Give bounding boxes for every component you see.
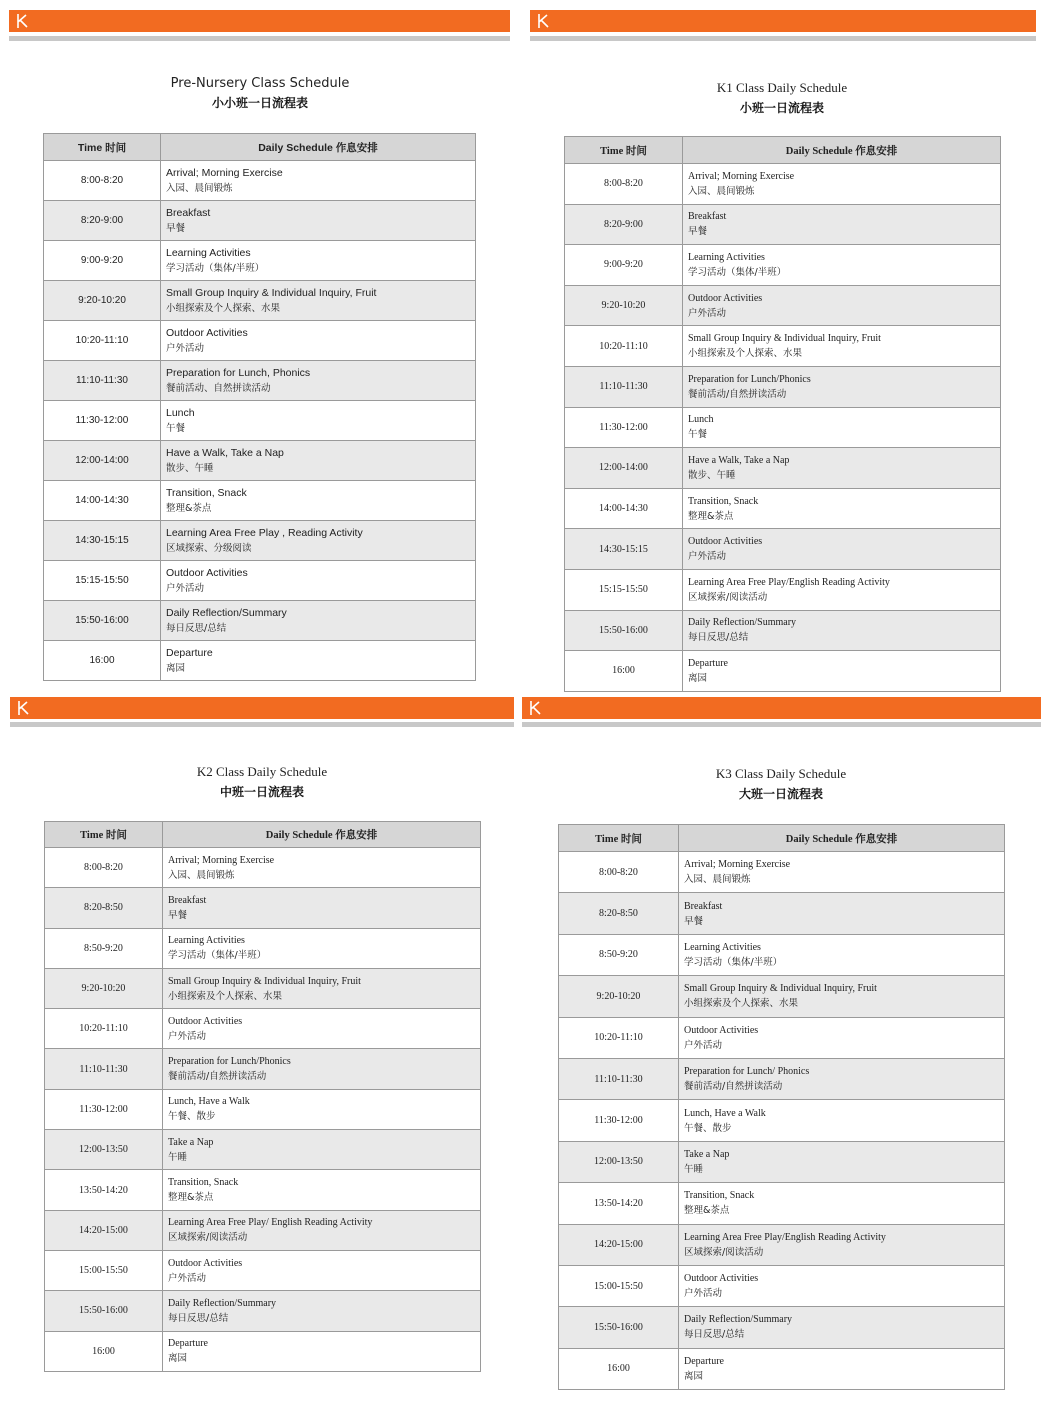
schedule-table <box>558 824 1005 1390</box>
time-cell: 11:30-12:00 <box>565 407 683 448</box>
activity-en: Departure <box>688 657 728 669</box>
time-cell: 15:50-16:00 <box>559 1307 679 1348</box>
activity-cn: 学习活动（集体/半班） <box>166 262 265 274</box>
time-cell: 12:00-14:00 <box>44 441 161 481</box>
table-row <box>565 407 1001 448</box>
activity-en: Departure <box>166 646 213 659</box>
activity-cn: 学习活动（集体/半班） <box>684 956 783 968</box>
time-cell: 14:00-14:30 <box>44 481 161 521</box>
activity-en: Daily Reflection/Summary <box>166 606 287 619</box>
time-cell: 11:10-11:30 <box>45 1049 163 1089</box>
time-cell: 8:00-8:20 <box>45 848 163 888</box>
activity-en: Have a Walk, Take a Nap <box>166 446 284 459</box>
table-row <box>44 241 476 281</box>
table-row <box>44 401 476 441</box>
activity-cn: 户外活动 <box>688 307 727 319</box>
table-row <box>45 968 481 1008</box>
time-cell: 8:20-9:00 <box>44 201 161 241</box>
activity-cell <box>161 561 476 601</box>
activity-cell <box>161 281 476 321</box>
activity-en: Daily Reflection/Summary <box>168 1297 277 1309</box>
activity-cn: 整理&茶点 <box>168 1192 214 1204</box>
activity-cn: 入园、晨间锻炼 <box>166 182 233 194</box>
activity-en: Preparation for Lunch, Phonics <box>166 366 311 379</box>
table-row <box>565 488 1001 529</box>
activity-cell <box>679 1224 1005 1265</box>
activity-en: Outdoor Activities <box>688 292 763 304</box>
time-cell: 14:20-15:00 <box>45 1210 163 1250</box>
activity-cell <box>683 245 1001 286</box>
table-row <box>559 1307 1005 1348</box>
time-cell: 8:50-9:20 <box>559 934 679 975</box>
activity-cell <box>163 928 481 968</box>
activity-cn: 午睡 <box>168 1151 188 1163</box>
activity-cell <box>161 601 476 641</box>
time-cell: 9:00-9:20 <box>44 241 161 281</box>
time-cell: 15:00-15:50 <box>559 1265 679 1306</box>
activity-en: Preparation for Lunch/ Phonics <box>684 1066 810 1078</box>
panel-title-cn: 小小班一日流程表 <box>211 96 308 110</box>
table-row <box>45 848 481 888</box>
header-time: Time 时间 <box>45 822 163 848</box>
schedule-panel-k2 <box>0 700 520 1408</box>
table-row <box>45 1291 481 1331</box>
header-time: Time 时间 <box>565 137 683 164</box>
panel-titles <box>0 76 520 111</box>
panel-title-cn: 中班一日流程表 <box>219 785 304 799</box>
header-time: Time 时间 <box>559 825 679 852</box>
activity-cell <box>161 361 476 401</box>
table-row <box>44 561 476 601</box>
activity-cell <box>679 1307 1005 1348</box>
activity-en: Outdoor Activities <box>684 1273 759 1285</box>
activity-en: Transition, Snack <box>166 486 247 499</box>
time-cell: 15:15-15:50 <box>565 569 683 610</box>
activity-cn: 区域探索/阅读活动 <box>684 1246 764 1258</box>
activity-cn: 早餐 <box>168 909 188 921</box>
time-cell: 13:50-14:20 <box>559 1183 679 1224</box>
activity-cn: 区域探索、分级阅读 <box>166 542 252 554</box>
table-row <box>559 934 1005 975</box>
activity-cn: 区域探索/阅读活动 <box>168 1232 248 1244</box>
activity-en: Lunch, Have a Walk <box>168 1096 250 1108</box>
activity-cell <box>679 852 1005 893</box>
activity-en: Have a Walk, Take a Nap <box>688 454 790 466</box>
time-cell: 10:20-11:10 <box>45 1009 163 1049</box>
activity-cn: 整理&茶点 <box>166 502 212 514</box>
time-cell: 9:20-10:20 <box>44 281 161 321</box>
table-row <box>559 852 1005 893</box>
table-row <box>45 888 481 928</box>
table-row <box>45 1130 481 1170</box>
table-row <box>565 366 1001 407</box>
activity-en: Transition, Snack <box>684 1190 755 1202</box>
table-row <box>565 529 1001 570</box>
table-row <box>565 651 1001 692</box>
activity-cell <box>683 204 1001 245</box>
activity-cn: 午睡 <box>684 1163 704 1175</box>
time-cell: 16:00 <box>559 1348 679 1389</box>
activity-cell <box>679 1183 1005 1224</box>
activity-en: Learning Area Free Play/English Reading Activity <box>688 576 890 588</box>
time-cell: 14:30-15:15 <box>44 521 161 561</box>
schedule-table <box>564 136 1001 692</box>
activity-cell <box>161 161 476 201</box>
activity-cn: 餐前活动、自然拼读活动 <box>166 382 271 394</box>
table-row <box>44 281 476 321</box>
activity-en: Small Group Inquiry & Individual Inquiry, Fruit <box>168 975 361 987</box>
activity-cell <box>683 488 1001 529</box>
table-row <box>45 1009 481 1049</box>
activity-cell <box>679 1017 1005 1058</box>
activity-cn: 离园 <box>166 662 186 674</box>
activity-en: Breakfast <box>688 211 727 223</box>
activity-en: Small Group Inquiry & Individual Inquiry, Fruit <box>688 333 881 345</box>
activity-cell <box>679 1141 1005 1182</box>
activity-en: Lunch <box>688 414 714 426</box>
activity-cn: 午餐、散步 <box>684 1122 732 1134</box>
activity-cell <box>163 1170 481 1210</box>
time-cell: 10:20-11:10 <box>559 1017 679 1058</box>
schedule-panel-k3 <box>520 700 1049 1408</box>
table-row <box>565 326 1001 367</box>
time-cell: 8:20-9:00 <box>565 204 683 245</box>
activity-cell <box>679 1100 1005 1141</box>
table-row <box>44 201 476 241</box>
table-row <box>559 1224 1005 1265</box>
time-cell: 11:10-11:30 <box>559 1058 679 1099</box>
activity-cell <box>683 610 1001 651</box>
table-row <box>565 448 1001 489</box>
table-row <box>44 361 476 401</box>
table-row <box>44 161 476 201</box>
activity-cell <box>163 1331 481 1371</box>
activity-en: Daily Reflection/Summary <box>684 1314 793 1326</box>
table-row <box>565 164 1001 205</box>
panel-titles <box>525 80 1039 116</box>
activity-cn: 户外活动 <box>166 342 205 354</box>
activity-cn: 离园 <box>684 1370 704 1382</box>
time-cell: 11:10-11:30 <box>565 366 683 407</box>
activity-en: Outdoor Activities <box>684 1024 759 1036</box>
activity-cn: 每日反思/总结 <box>684 1329 745 1341</box>
time-cell: 11:10-11:30 <box>44 361 161 401</box>
activity-cell <box>683 366 1001 407</box>
activity-cn: 早餐 <box>684 915 704 927</box>
time-cell: 8:00-8:20 <box>559 852 679 893</box>
activity-cell <box>163 1130 481 1170</box>
panel-titles <box>520 766 1042 802</box>
activity-cell <box>161 641 476 681</box>
activity-cn: 户外活动 <box>684 1288 723 1300</box>
activity-cn: 学习活动（集体/半班） <box>168 950 267 962</box>
table-row <box>45 1250 481 1290</box>
activity-cn: 每日反思/总结 <box>168 1312 229 1324</box>
time-cell: 14:20-15:00 <box>559 1224 679 1265</box>
activity-cell <box>683 569 1001 610</box>
activity-cn: 小组探索及个人探索、水果 <box>684 998 799 1010</box>
activity-cn: 散步、午睡 <box>166 462 214 474</box>
activity-cell <box>679 1058 1005 1099</box>
activity-cell <box>683 529 1001 570</box>
activity-en: Daily Reflection/Summary <box>688 617 797 629</box>
activity-en: Outdoor Activities <box>168 1015 243 1027</box>
panel-title-en: K3 Class Daily Schedule <box>715 766 847 781</box>
table-row <box>565 204 1001 245</box>
activity-cell <box>161 241 476 281</box>
activity-en: Departure <box>168 1338 208 1350</box>
header-activity: Daily Schedule 作息安排 <box>679 825 1005 852</box>
activity-cell <box>683 285 1001 326</box>
schedule-table <box>43 133 476 681</box>
activity-cell <box>161 481 476 521</box>
activity-en: Arrival; Morning Exercise <box>166 166 283 179</box>
activity-cell <box>161 441 476 481</box>
time-cell: 10:20-11:10 <box>565 326 683 367</box>
activity-cn: 户外活动 <box>168 1030 207 1042</box>
time-cell: 14:00-14:30 <box>565 488 683 529</box>
activity-cell <box>161 401 476 441</box>
time-cell: 13:50-14:20 <box>45 1170 163 1210</box>
activity-cn: 散步、午睡 <box>688 469 736 481</box>
time-cell: 9:20-10:20 <box>45 968 163 1008</box>
time-cell: 8:00-8:20 <box>44 161 161 201</box>
time-cell: 15:50-16:00 <box>44 601 161 641</box>
activity-cell <box>161 521 476 561</box>
activity-cn: 离园 <box>688 672 708 684</box>
activity-en: Take a Nap <box>168 1136 214 1148</box>
activity-cn: 餐前活动/自然拼读活动 <box>688 388 787 400</box>
time-cell: 15:50-16:00 <box>45 1291 163 1331</box>
activity-en: Outdoor Activities <box>166 326 248 339</box>
activity-cn: 午餐 <box>688 429 708 441</box>
table-row <box>44 321 476 361</box>
activity-cn: 每日反思/总结 <box>166 622 227 634</box>
activity-en: Arrival; Morning Exercise <box>688 170 795 182</box>
activity-en: Departure <box>684 1355 724 1367</box>
activity-cn: 整理&茶点 <box>684 1205 730 1217</box>
activity-cell <box>161 321 476 361</box>
table-row <box>45 928 481 968</box>
panel-titles <box>0 764 524 800</box>
time-cell: 9:20-10:20 <box>565 285 683 326</box>
activity-en: Transition, Snack <box>688 495 759 507</box>
activity-en: Take a Nap <box>684 1148 730 1160</box>
table-row <box>565 569 1001 610</box>
activity-cell <box>683 164 1001 205</box>
table-row <box>559 1348 1005 1389</box>
table-row <box>565 285 1001 326</box>
activity-cell <box>679 1265 1005 1306</box>
activity-cell <box>163 1291 481 1331</box>
time-cell: 10:20-11:10 <box>44 321 161 361</box>
activity-cell <box>163 968 481 1008</box>
activity-en: Small Group Inquiry & Individual Inquiry, Fruit <box>684 983 877 995</box>
activity-en: Outdoor Activities <box>168 1257 243 1269</box>
activity-en: Arrival; Morning Exercise <box>684 859 791 871</box>
time-cell: 15:00-15:50 <box>45 1250 163 1290</box>
activity-cell <box>679 893 1005 934</box>
time-cell: 8:20-8:50 <box>45 888 163 928</box>
activity-cn: 午餐、散步 <box>168 1111 216 1123</box>
time-cell: 11:30-12:00 <box>559 1100 679 1141</box>
time-cell: 8:00-8:20 <box>565 164 683 205</box>
table-row <box>559 1100 1005 1141</box>
activity-en: Arrival; Morning Exercise <box>168 854 275 866</box>
activity-cn: 小组探索及个人探索、水果 <box>168 990 283 1002</box>
time-cell: 8:50-9:20 <box>45 928 163 968</box>
panel-title-cn: 小班一日流程表 <box>739 101 824 115</box>
activity-en: Learning Activities <box>168 935 245 947</box>
time-cell: 11:30-12:00 <box>44 401 161 441</box>
table-row <box>559 976 1005 1017</box>
activity-cell <box>683 407 1001 448</box>
table-row <box>45 1049 481 1089</box>
activity-en: Learning Area Free Play/ English Reading Activity <box>168 1217 373 1229</box>
activity-cell <box>163 1049 481 1089</box>
time-cell: 9:20-10:20 <box>559 976 679 1017</box>
activity-en: Learning Activities <box>684 941 761 953</box>
activity-en: Preparation for Lunch/Phonics <box>168 1056 291 1068</box>
activity-en: Breakfast <box>684 900 723 912</box>
activity-cell <box>163 848 481 888</box>
time-cell: 15:50-16:00 <box>565 610 683 651</box>
time-cell: 11:30-12:00 <box>45 1089 163 1129</box>
time-cell: 9:00-9:20 <box>565 245 683 286</box>
table-row <box>44 521 476 561</box>
activity-en: Preparation for Lunch/Phonics <box>688 373 811 385</box>
table-row <box>44 481 476 521</box>
activity-en: Outdoor Activities <box>166 566 248 579</box>
activity-en: Lunch <box>166 406 195 419</box>
activity-cn: 入园、晨间锻炼 <box>684 874 751 886</box>
activity-cell <box>161 201 476 241</box>
activity-en: Learning Activities <box>688 251 765 263</box>
activity-cell <box>683 448 1001 489</box>
activity-cn: 午餐 <box>166 422 186 434</box>
time-cell: 12:00-14:00 <box>565 448 683 489</box>
activity-en: Learning Activities <box>166 246 251 259</box>
table-row <box>559 1058 1005 1099</box>
activity-cell <box>163 1009 481 1049</box>
table-row <box>45 1089 481 1129</box>
table-row <box>559 1017 1005 1058</box>
schedule-panel-pre-nursery <box>0 0 520 695</box>
activity-cn: 学习活动（集体/半班） <box>688 266 787 278</box>
table-row <box>45 1170 481 1210</box>
schedule-table <box>44 821 481 1372</box>
table-row <box>44 601 476 641</box>
table-row <box>559 1141 1005 1182</box>
activity-en: Small Group Inquiry & Individual Inquiry, Fruit <box>166 286 377 299</box>
activity-cn: 户外活动 <box>688 551 727 563</box>
panel-title-en: Pre-Nursery Class Schedule <box>170 76 350 91</box>
activity-cn: 早餐 <box>688 226 708 238</box>
table-row <box>559 893 1005 934</box>
activity-cn: 离园 <box>168 1353 188 1365</box>
table-row <box>45 1210 481 1250</box>
time-cell: 15:15-15:50 <box>44 561 161 601</box>
activity-cn: 户外活动 <box>168 1272 207 1284</box>
time-cell: 14:30-15:15 <box>565 529 683 570</box>
activity-en: Transition, Snack <box>168 1177 239 1189</box>
table-row <box>45 1331 481 1371</box>
time-cell: 16:00 <box>565 651 683 692</box>
table-row <box>559 1265 1005 1306</box>
activity-cell <box>683 326 1001 367</box>
activity-cell <box>679 934 1005 975</box>
time-cell: 16:00 <box>45 1331 163 1371</box>
activity-cn: 每日反思/总结 <box>688 632 749 644</box>
activity-cn: 早餐 <box>166 222 186 234</box>
activity-cell <box>163 888 481 928</box>
table-row <box>44 641 476 681</box>
activity-cell <box>163 1210 481 1250</box>
activity-cn: 餐前活动/自然拼读活动 <box>168 1071 267 1083</box>
activity-cell <box>163 1089 481 1129</box>
table-row <box>559 1183 1005 1224</box>
activity-cn: 整理&茶点 <box>688 510 734 522</box>
activity-cn: 户外活动 <box>166 582 205 594</box>
activity-cell <box>679 976 1005 1017</box>
schedule-panel-k1 <box>525 0 1049 695</box>
activity-en: Outdoor Activities <box>688 536 763 548</box>
table-row <box>44 441 476 481</box>
activity-en: Breakfast <box>168 894 207 906</box>
panel-title-en: K1 Class Daily Schedule <box>716 80 848 95</box>
panel-title-cn: 大班一日流程表 <box>738 787 823 801</box>
activity-cn: 入园、晨间锻炼 <box>688 185 755 197</box>
activity-cn: 区域探索/阅读活动 <box>688 591 768 603</box>
table-row <box>565 245 1001 286</box>
time-cell: 16:00 <box>44 641 161 681</box>
activity-cell <box>683 651 1001 692</box>
activity-en: Lunch, Have a Walk <box>684 1107 766 1119</box>
activity-cn: 入园、晨间锻炼 <box>168 869 235 881</box>
header-activity: Daily Schedule 作息安排 <box>161 134 476 161</box>
panel-title-en: K2 Class Daily Schedule <box>196 764 328 779</box>
activity-cn: 户外活动 <box>684 1039 723 1051</box>
time-cell: 8:20-8:50 <box>559 893 679 934</box>
activity-cell <box>163 1250 481 1290</box>
header-activity: Daily Schedule 作息安排 <box>683 137 1001 164</box>
activity-en: Breakfast <box>166 206 211 219</box>
activity-cn: 小组探索及个人探索、水果 <box>688 348 803 360</box>
time-cell: 12:00-13:50 <box>45 1130 163 1170</box>
activity-cell <box>679 1348 1005 1389</box>
header-activity: Daily Schedule 作息安排 <box>163 822 481 848</box>
time-cell: 12:00-13:50 <box>559 1141 679 1182</box>
header-time: Time 时间 <box>44 134 161 161</box>
activity-en: Learning Area Free Play/English Reading Activity <box>684 1231 886 1243</box>
table-row <box>565 610 1001 651</box>
activity-en: Learning Area Free Play , Reading Activity <box>166 526 363 539</box>
activity-cn: 餐前活动/自然拼读活动 <box>684 1081 783 1093</box>
activity-cn: 小组探索及个人探索、水果 <box>166 302 281 314</box>
